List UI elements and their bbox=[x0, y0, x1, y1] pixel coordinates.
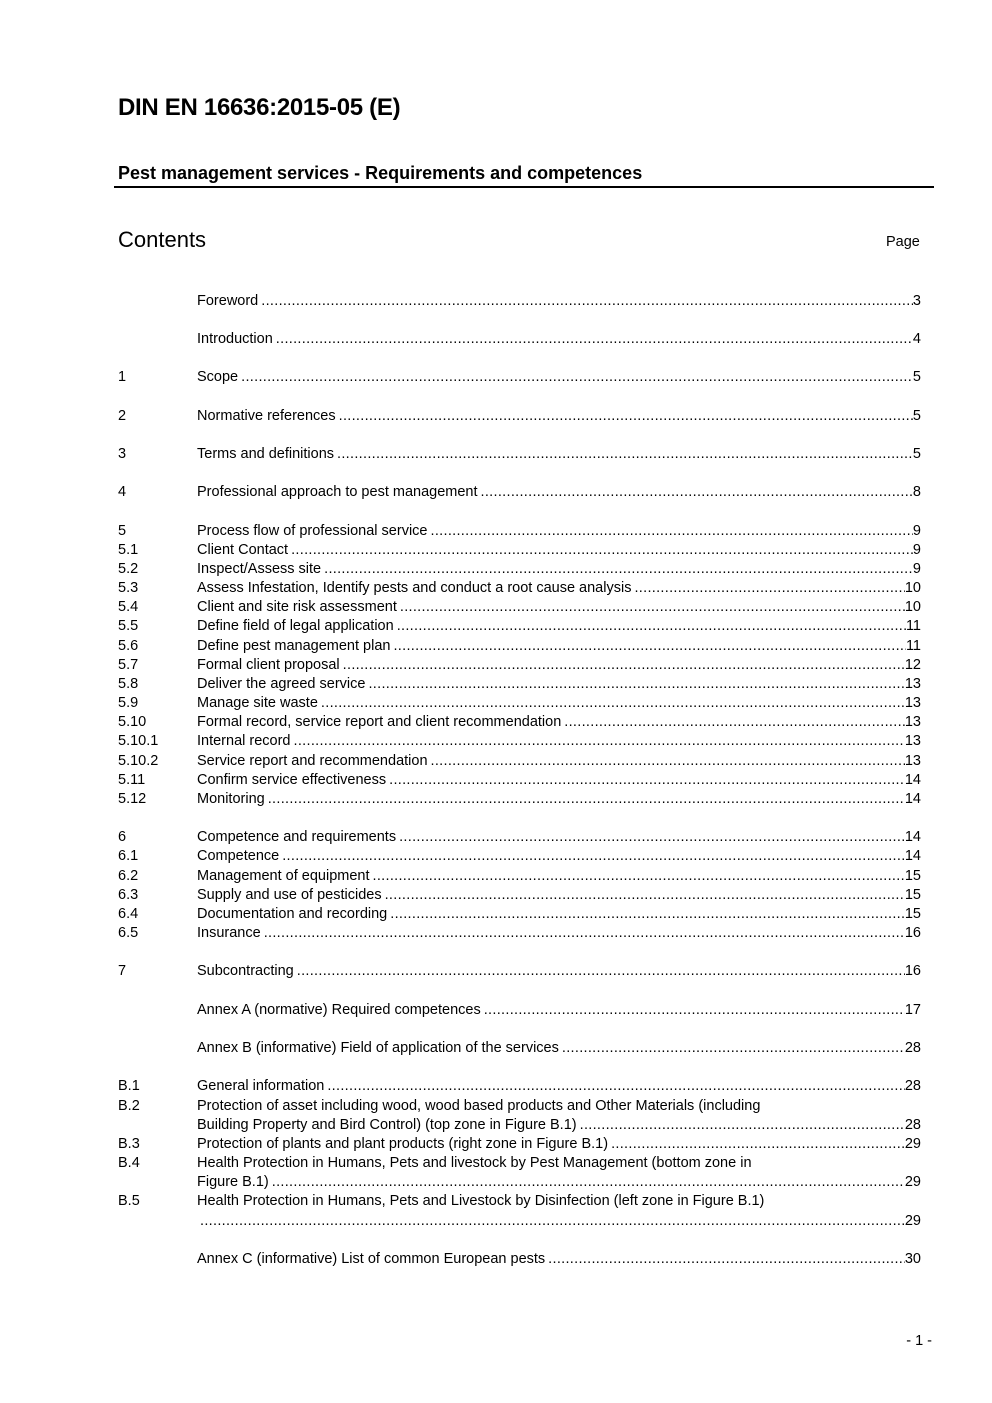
toc-entry-page: 8 bbox=[912, 484, 921, 500]
toc-entry[interactable] bbox=[118, 1154, 921, 1173]
toc-entry-page: 15 bbox=[904, 868, 921, 884]
toc-dot-leader bbox=[321, 694, 905, 713]
toc-entry-title: Annex A (normative) Required competences bbox=[197, 1002, 481, 1018]
toc-entry-title: Annex B (informative) Field of application of the services bbox=[197, 1040, 559, 1056]
title-rule bbox=[114, 186, 934, 188]
toc-dot-leader bbox=[397, 617, 906, 636]
toc-entry-title: Client Contact bbox=[197, 542, 289, 558]
toc-entry-title: Assess Infestation, Identify pests and conduct a root cause analysis bbox=[197, 580, 632, 596]
toc-entry-title: Documentation and recording bbox=[197, 906, 388, 922]
toc-entry-page: 13 bbox=[904, 676, 921, 692]
page-number-footer: - 1 - bbox=[906, 1333, 932, 1349]
toc-entry[interactable] bbox=[118, 522, 921, 541]
toc-entry-title: Insurance bbox=[197, 925, 261, 941]
toc-dot-leader bbox=[327, 1077, 905, 1096]
toc-entry-title: Health Protection in Humans, Pets and Livestock by Disinfection (left zone in Figure B.1) bbox=[197, 1193, 765, 1209]
toc-entry-number: 5.9 bbox=[118, 695, 139, 711]
toc-entry-number: 3 bbox=[118, 446, 127, 462]
toc-dot-leader bbox=[611, 1135, 905, 1154]
toc-entry-title: Professional approach to pest management bbox=[197, 484, 478, 500]
toc-dot-leader bbox=[297, 962, 905, 981]
toc-dot-leader bbox=[431, 752, 905, 771]
toc-entry-title: Introduction bbox=[197, 331, 273, 347]
page-column-heading: Page bbox=[886, 234, 920, 250]
toc-entry[interactable] bbox=[118, 1192, 921, 1211]
toc-entry-page: 15 bbox=[904, 906, 921, 922]
toc-dot-leader bbox=[634, 579, 904, 598]
toc-entry-number: B.1 bbox=[118, 1078, 140, 1094]
toc-dot-leader bbox=[564, 713, 905, 732]
toc-entry-title: Management of equipment bbox=[197, 868, 370, 884]
toc-entry[interactable] bbox=[118, 330, 921, 349]
toc-entry-page: 11 bbox=[905, 618, 921, 634]
toc-dot-leader bbox=[337, 445, 913, 464]
toc-dot-leader bbox=[481, 483, 913, 502]
toc-entry[interactable] bbox=[118, 579, 921, 598]
toc-entry[interactable] bbox=[118, 847, 921, 866]
toc-entry-page: 14 bbox=[904, 791, 921, 807]
toc-dot-leader bbox=[276, 330, 913, 349]
toc-dot-leader bbox=[272, 1173, 905, 1192]
toc-entry[interactable] bbox=[118, 771, 921, 790]
toc-entry-page: 10 bbox=[904, 599, 921, 615]
toc-entry-number: 5.10.1 bbox=[118, 733, 159, 749]
contents-heading: Contents bbox=[118, 227, 207, 252]
toc-entry[interactable] bbox=[118, 560, 921, 579]
toc-entry[interactable] bbox=[118, 867, 921, 886]
toc-entry-title: Client and site risk assessment bbox=[197, 599, 397, 615]
toc-entry-number: 5.1 bbox=[118, 542, 139, 558]
toc-entry[interactable] bbox=[118, 1135, 921, 1154]
toc-entry-title: Formal record, service report and client recommendation bbox=[197, 714, 562, 730]
toc-entry-title: Building Property and Bird Control) (top zone in Figure B.1) bbox=[197, 1117, 577, 1133]
toc-entry-page: 17 bbox=[904, 1002, 921, 1018]
toc-entry[interactable] bbox=[118, 790, 921, 809]
toc-dot-leader bbox=[264, 924, 905, 943]
toc-entry-title: Formal client proposal bbox=[197, 657, 340, 673]
toc-entry-page: 9 bbox=[912, 523, 921, 539]
toc-entry-page: 3 bbox=[912, 293, 921, 309]
toc-entry[interactable] bbox=[118, 1116, 921, 1135]
toc-entry-number: 5.8 bbox=[118, 676, 139, 692]
toc-entry-title: Subcontracting bbox=[197, 963, 294, 979]
toc-entry-title: Service report and recommendation bbox=[197, 753, 428, 769]
toc-entry-title: Normative references bbox=[197, 408, 336, 424]
toc-entry-page: 14 bbox=[904, 829, 921, 845]
toc-entry-page: 16 bbox=[904, 925, 921, 941]
toc-entry-number: B.4 bbox=[118, 1155, 140, 1171]
toc-entry[interactable] bbox=[118, 1077, 921, 1096]
toc-dot-leader bbox=[241, 368, 913, 387]
toc-dot-leader bbox=[393, 637, 905, 656]
toc-entry-number: 5.12 bbox=[118, 791, 147, 807]
toc-dot-leader bbox=[200, 1212, 905, 1231]
toc-entry-title: Supply and use of pesticides bbox=[197, 887, 382, 903]
toc-dot-leader bbox=[389, 771, 905, 790]
toc-entry-number: 6.1 bbox=[118, 848, 139, 864]
toc-entry[interactable] bbox=[118, 886, 921, 905]
toc-entry[interactable] bbox=[118, 1039, 921, 1058]
toc-entry-page: 14 bbox=[904, 772, 921, 788]
toc-entry-page: 13 bbox=[904, 733, 921, 749]
toc-entry-page: 28 bbox=[904, 1040, 921, 1056]
toc-entry-title: Confirm service effectiveness bbox=[197, 772, 387, 788]
toc-entry-title: Process flow of professional service bbox=[197, 523, 428, 539]
toc-dot-leader bbox=[343, 656, 905, 675]
toc-entry-number: 7 bbox=[118, 963, 127, 979]
toc-entry-title: Annex C (informative) List of common European pests bbox=[197, 1251, 546, 1267]
toc-entry-number: B.2 bbox=[118, 1098, 140, 1114]
toc-entry-number: 5.7 bbox=[118, 657, 139, 673]
toc-entry-page: 13 bbox=[904, 695, 921, 711]
toc-dot-leader bbox=[268, 790, 905, 809]
toc-entry-title: Scope bbox=[197, 369, 239, 385]
toc-entry[interactable] bbox=[118, 1173, 921, 1192]
toc-entry-page: 30 bbox=[904, 1251, 921, 1267]
toc-entry[interactable] bbox=[118, 483, 921, 502]
document-subtitle: Pest management services - Requirements and competences bbox=[118, 163, 643, 183]
toc-entry-title: Inspect/Assess site bbox=[197, 561, 322, 577]
toc-entry-number: 6 bbox=[118, 829, 127, 845]
toc-entry[interactable] bbox=[118, 732, 921, 751]
toc-dot-leader bbox=[385, 886, 905, 905]
toc-dot-leader bbox=[368, 675, 904, 694]
toc-entry[interactable] bbox=[118, 924, 921, 943]
toc-dot-leader bbox=[562, 1039, 905, 1058]
toc-dot-leader bbox=[261, 292, 913, 311]
toc-entry-title: Internal record bbox=[197, 733, 291, 749]
toc-entry-page: 9 bbox=[912, 542, 921, 558]
toc-entry-number: 2 bbox=[118, 408, 127, 424]
toc-entry[interactable] bbox=[118, 962, 921, 981]
toc-dot-leader bbox=[484, 1001, 905, 1020]
toc-entry-page: 5 bbox=[912, 446, 921, 462]
toc-entry-page: 5 bbox=[912, 408, 921, 424]
toc-entry[interactable] bbox=[118, 368, 921, 387]
toc-entry-number: 6.3 bbox=[118, 887, 139, 903]
document-title: DIN EN 16636:2015-05 (E) bbox=[118, 94, 401, 121]
toc-entry-number: B.3 bbox=[118, 1136, 140, 1152]
toc-entry[interactable] bbox=[118, 1001, 921, 1020]
toc-entry-number: 6.4 bbox=[118, 906, 139, 922]
toc-entry-title: Competence bbox=[197, 848, 280, 864]
toc-entry-page: 13 bbox=[904, 753, 921, 769]
toc-entry-page: 12 bbox=[904, 657, 921, 673]
toc-entry-page: 10 bbox=[904, 580, 921, 596]
toc-entry[interactable] bbox=[118, 752, 921, 771]
toc-dot-leader bbox=[431, 522, 913, 541]
toc-dot-leader bbox=[399, 828, 905, 847]
toc-entry-title: Competence and requirements bbox=[197, 829, 397, 845]
toc-entry-number: 6.2 bbox=[118, 868, 139, 884]
toc-entry-page: 29 bbox=[904, 1174, 921, 1190]
toc-entry-page: 29 bbox=[904, 1136, 921, 1152]
toc-entry-page: 4 bbox=[912, 331, 921, 347]
toc-entry[interactable] bbox=[118, 541, 921, 560]
toc-dot-leader bbox=[339, 407, 913, 426]
toc-entry[interactable] bbox=[118, 445, 921, 464]
toc-entry[interactable] bbox=[118, 1250, 921, 1269]
toc-entry-title: Monitoring bbox=[197, 791, 265, 807]
toc-entry-number: 5.2 bbox=[118, 561, 139, 577]
toc-entry-title: Deliver the agreed service bbox=[197, 676, 366, 692]
toc-entry-title: Define field of legal application bbox=[197, 618, 394, 634]
toc-entry-number: 5.11 bbox=[118, 772, 146, 788]
toc-entry-number: 4 bbox=[118, 484, 127, 500]
toc-entry-number: 5 bbox=[118, 523, 127, 539]
toc-dot-leader bbox=[294, 732, 905, 751]
toc-dot-leader bbox=[282, 847, 905, 866]
toc-entry[interactable] bbox=[118, 617, 921, 636]
toc-entry-title: Health Protection in Humans, Pets and livestock by Pest Management (bottom zone in bbox=[197, 1155, 752, 1171]
toc-entry[interactable] bbox=[118, 1212, 921, 1231]
toc-dot-leader bbox=[548, 1250, 905, 1269]
toc-entry[interactable] bbox=[118, 637, 921, 656]
toc-entry[interactable] bbox=[118, 713, 921, 732]
toc-dot-leader bbox=[580, 1116, 905, 1135]
toc-entry-title: Terms and definitions bbox=[197, 446, 335, 462]
toc-entry-number: 5.10.2 bbox=[118, 753, 159, 769]
toc-dot-leader bbox=[324, 560, 913, 579]
toc-entry[interactable] bbox=[118, 292, 921, 311]
toc-entry-title: Manage site waste bbox=[197, 695, 318, 711]
toc-dot-leader bbox=[373, 867, 905, 886]
toc-entry-page: 28 bbox=[904, 1078, 921, 1094]
toc-entry-title: Protection of asset including wood, wood based products and Other Materials (including bbox=[197, 1098, 761, 1114]
toc-entry[interactable] bbox=[118, 407, 921, 426]
toc-entry[interactable] bbox=[118, 1097, 921, 1116]
toc-entry-title: Foreword bbox=[197, 293, 259, 309]
toc-entry-page: 28 bbox=[904, 1117, 921, 1133]
toc-entry[interactable] bbox=[118, 656, 921, 675]
toc-entry-number: 1 bbox=[118, 369, 127, 385]
toc-entry-page: 9 bbox=[912, 561, 921, 577]
toc-entry-number: 6.5 bbox=[118, 925, 139, 941]
toc-entry-title: Define pest management plan bbox=[197, 638, 391, 654]
toc-entry-number: 5.6 bbox=[118, 638, 139, 654]
toc-entry-page: 11 bbox=[905, 638, 921, 654]
toc-dot-leader bbox=[291, 541, 913, 560]
toc-entry[interactable] bbox=[118, 694, 921, 713]
toc-entry-title: Figure B.1) bbox=[197, 1174, 269, 1190]
toc-entry[interactable] bbox=[118, 675, 921, 694]
toc-entry-title: Protection of plants and plant products (right zone in Figure B.1) bbox=[197, 1136, 609, 1152]
toc-entry-page: 13 bbox=[904, 714, 921, 730]
toc-entry-number: 5.5 bbox=[118, 618, 139, 634]
toc-entry-title: General information bbox=[197, 1078, 325, 1094]
toc-entry-page: 16 bbox=[904, 963, 921, 979]
toc-entry-page: 15 bbox=[904, 887, 921, 903]
toc-entry[interactable] bbox=[118, 905, 921, 924]
toc-entry-page: 29 bbox=[904, 1213, 921, 1229]
toc-entry-page: 5 bbox=[912, 369, 921, 385]
toc-entry[interactable] bbox=[118, 828, 921, 847]
toc-entry-number: 5.3 bbox=[118, 580, 139, 596]
toc-entry-number: 5.10 bbox=[118, 714, 147, 730]
toc-entry[interactable] bbox=[118, 598, 921, 617]
toc-entry-number: 5.4 bbox=[118, 599, 139, 615]
toc-entry-page: 14 bbox=[904, 848, 921, 864]
toc-dot-leader bbox=[390, 905, 905, 924]
toc-entry-number: B.5 bbox=[118, 1193, 140, 1209]
toc-dot-leader bbox=[400, 598, 905, 617]
